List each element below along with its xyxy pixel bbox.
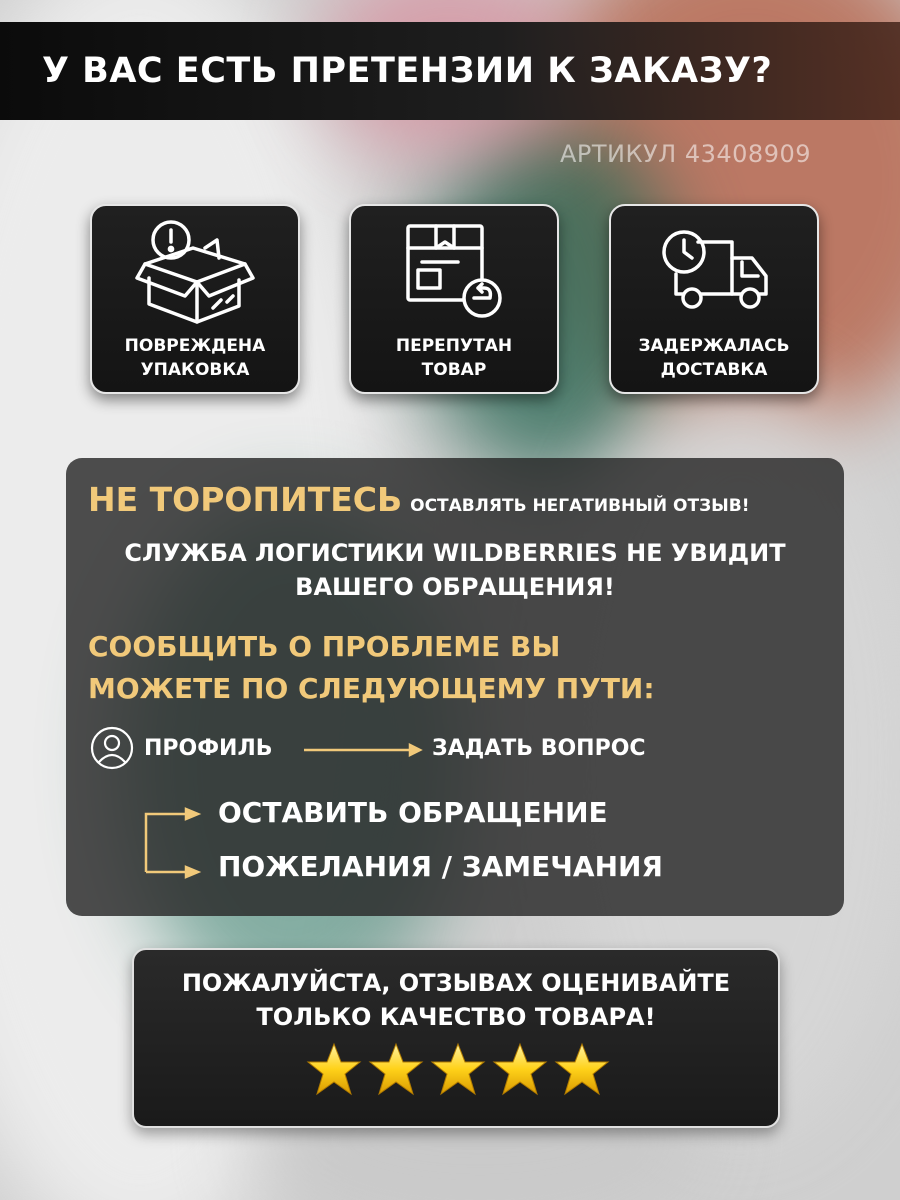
notice-panel (66, 458, 844, 916)
branch-arrow-icon (146, 809, 198, 877)
rating-request-box (132, 948, 780, 1128)
star-icon (554, 1042, 610, 1096)
notice-rest: ОСТАВЛЯТЬ НЕГАТИВНЫЙ ОТЗЫВ! (410, 496, 750, 516)
issue-card-delayed-delivery (609, 204, 819, 394)
notice-highlight: НЕ ТОРОПИТЕСЬ (88, 480, 403, 519)
star-icon (368, 1042, 424, 1096)
path-step-wishes: ПОЖЕЛАНИЯ / ЗАМЕЧАНИЯ (218, 850, 663, 883)
logistics-warning: СЛУЖБА ЛОГИСТИКИ WILDBERRIES НЕ УВИДИТ ВАШЕГО ОБРАЩЕНИЯ! (124, 539, 786, 601)
how-to-report: СООБЩИТЬ О ПРОБЛЕМЕ ВЫ МОЖЕТЕ ПО СЛЕДУЮЩЕМУ ПУТИ: (88, 630, 655, 705)
page-title: У ВАС ЕСТЬ ПРЕТЕНЗИИ К ЗАКАЗУ? (42, 51, 773, 91)
path-step-leave-request: ОСТАВИТЬ ОБРАЩЕНИЕ (218, 796, 608, 829)
delivery-truck-clock-icon (654, 218, 774, 324)
path-arrows (66, 458, 844, 916)
star-icon (492, 1042, 548, 1096)
star-icon (306, 1042, 362, 1096)
issue-card-damaged-packaging (90, 204, 300, 394)
rating-request-text: ПОЖАЛУЙСТА, ОТЗЫВАХ ОЦЕНИВАЙТЕ ТОЛЬКО КАЧЕСТВО ТОВАРА! (181, 969, 731, 1031)
issue-label: ПЕРЕПУТАН ТОВАР (395, 336, 513, 380)
issue-label: ЗАДЕРЖАЛАСЬ ДОСТАВКА (638, 336, 790, 380)
path-step-ask-question: ЗАДАТЬ ВОПРОС (432, 736, 646, 761)
header-banner (0, 22, 900, 120)
article-number: АРТИКУЛ 43408909 (560, 140, 811, 168)
five-star-rating (306, 1042, 610, 1096)
wrong-product-box-icon (394, 218, 514, 324)
path-step-profile: ПРОФИЛЬ (144, 736, 273, 761)
arrow-right-icon (304, 745, 420, 755)
issue-card-wrong-product (349, 204, 559, 394)
damaged-box-icon (135, 218, 255, 324)
star-icon (430, 1042, 486, 1096)
issue-label: ПОВРЕЖДЕНА УПАКОВКА (124, 336, 266, 380)
